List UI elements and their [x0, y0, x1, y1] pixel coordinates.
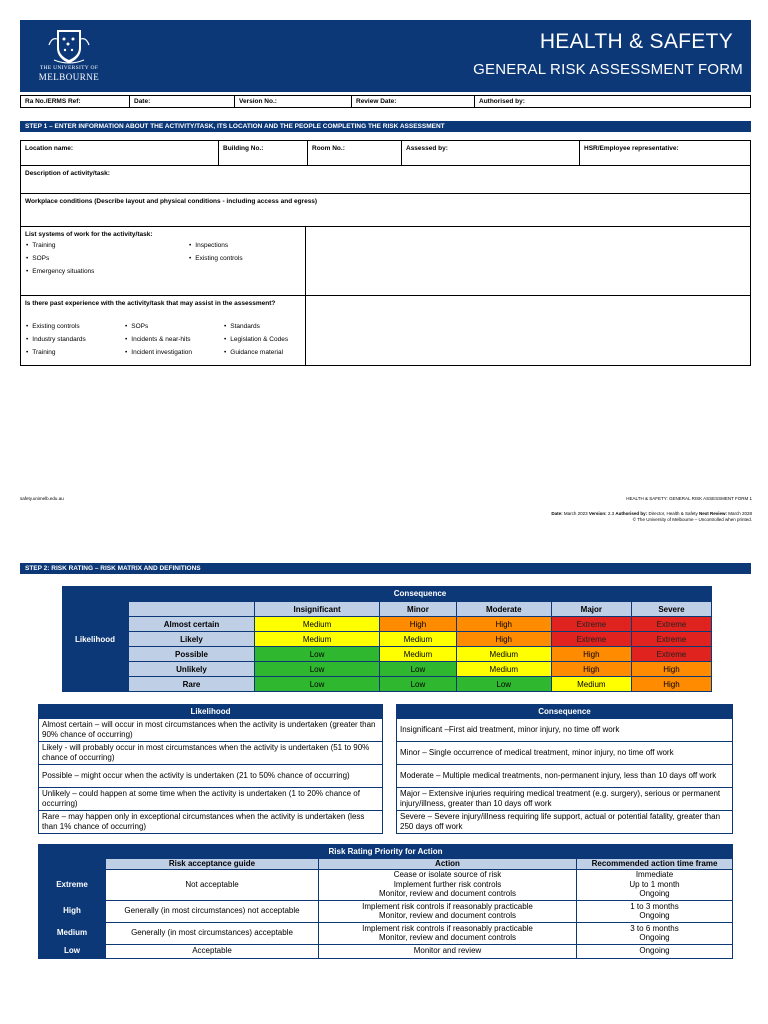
likelihood-def: Rare – may happen only in exceptional circumstances when the activity is undertaken (less than 1% chance of occurring): [39, 811, 383, 834]
likelihood-row-header: Unlikely: [129, 662, 255, 677]
step1-form: [20, 140, 751, 366]
risk-cell: Medium: [380, 632, 457, 647]
consequence-def: Moderate – Multiple medical treatments, non-permanent injury, less than 10 days off work: [397, 765, 733, 788]
likelihood-def: Possible – might occur when the activity is undertaken (21 to 50% chance of occurring): [39, 765, 383, 788]
risk-cell: High: [456, 632, 551, 647]
consequence-definitions: [396, 704, 733, 834]
risk-cell: Medium: [255, 632, 380, 647]
priority-guide: Generally (in most circumstances) acceptable: [106, 922, 319, 944]
footer-site-url[interactable]: safety.unimelb.edu.au: [20, 496, 64, 501]
priority-level: Extreme: [39, 869, 106, 900]
list-item: • Existing controls: [189, 252, 243, 265]
priority-level: Low: [39, 944, 106, 958]
list-item: • Existing controls: [26, 320, 86, 333]
cons-col-header: Major: [551, 602, 631, 617]
description-row: [21, 166, 750, 194]
ra-number-field[interactable]: Ra No./ERMS Ref:: [25, 98, 81, 105]
time-line: 3 to 6 months: [630, 923, 679, 933]
risk-cell: High: [456, 617, 551, 632]
list-item: • Industry standards: [26, 333, 86, 346]
footer-title: HEALTH & SAFETY: GENERAL RISK ASSESSMENT FORM 1: [626, 496, 752, 501]
description-field[interactable]: Description of activity/task:: [25, 170, 110, 177]
past-list-col3: [224, 320, 288, 359]
logo-text-line1: THE UNIVERSITY OF: [39, 65, 99, 71]
past-experience-row: [21, 296, 750, 365]
time-line: Ongoing: [639, 946, 670, 956]
assessed-by-field[interactable]: Assessed by:: [406, 145, 448, 152]
consequence-def: Insignificant –First aid treatment, minor injury, no time off work: [397, 719, 733, 742]
footer-auth: Director, Health & Safety: [647, 511, 699, 516]
past-list-col2: [125, 320, 192, 359]
likelihood-defs-header: Likelihood: [39, 705, 383, 719]
risk-cell: Low: [380, 677, 457, 692]
risk-cell: Low: [255, 677, 380, 692]
priority-table: [38, 844, 733, 959]
priority-time: [577, 869, 733, 900]
list-item: • Training: [26, 239, 94, 252]
risk-cell: Medium: [456, 662, 551, 677]
action-line: Monitor, review and document controls: [379, 933, 516, 943]
past-list-col1: [26, 320, 86, 359]
location-row: [21, 141, 750, 166]
workplace-row: [21, 194, 750, 227]
action-line: Monitor, review and document controls: [379, 911, 516, 921]
consequence-def: Major – Extensive injuries requiring medical treatment (e.g. surgery), serious or permanent injury/illness, greater than 10 days off work: [397, 788, 733, 811]
consequence-def: Severe – Severe injury/illness requiring life support, actual or potential fatality, greater than 250 days off work: [397, 811, 733, 834]
room-number-field[interactable]: Room No.:: [312, 145, 345, 152]
workplace-conditions-field[interactable]: Workplace conditions (Describe layout and physical conditions - including access and egress): [25, 198, 318, 205]
risk-cell: Low: [380, 662, 457, 677]
risk-cell: Extreme: [551, 617, 631, 632]
footer-next: March 2028: [726, 511, 752, 516]
risk-cell: High: [551, 647, 631, 662]
priority-title: Risk Rating Priority for Action: [39, 845, 733, 859]
risk-cell: Medium: [255, 617, 380, 632]
cons-col-header: Severe: [631, 602, 711, 617]
cons-col-header: Moderate: [456, 602, 551, 617]
likelihood-row-header: Possible: [129, 647, 255, 662]
authorised-by-field[interactable]: Authorised by:: [479, 98, 525, 105]
likelihood-def: Unlikely – could happen at some time when the activity is undertaken (1 to 20% chance of occurring): [39, 788, 383, 811]
risk-cell: Extreme: [631, 617, 711, 632]
step1-heading: STEP 1 – ENTER INFORMATION ABOUT THE ACTIVITY/TASK, ITS LOCATION AND THE PEOPLE COMPLETING THE RISK ASSESSMENT: [20, 121, 751, 132]
list-item: • SOPs: [26, 252, 94, 265]
systems-of-work-label: List systems of work for the activity/task:: [25, 231, 153, 238]
priority-guide: Not acceptable: [106, 869, 319, 900]
priority-guide: Generally (in most circumstances) not acceptable: [106, 900, 319, 922]
list-item: • Incidents & near-hits: [125, 333, 192, 346]
priority-time: [577, 944, 733, 958]
page-title: HEALTH & SAFETY: [539, 30, 733, 53]
priority-guide: Acceptable: [106, 944, 319, 958]
matrix-table: [128, 601, 712, 692]
risk-cell: High: [551, 662, 631, 677]
footer-version: 2.3: [606, 511, 616, 516]
risk-matrix: [62, 586, 712, 692]
time-line: Ongoing: [639, 933, 670, 943]
building-number-field[interactable]: Building No.:: [223, 145, 264, 152]
action-line: Implement further risk controls: [393, 879, 502, 889]
priority-level: High: [39, 900, 106, 922]
time-line: 1 to 3 months: [630, 901, 679, 911]
hsr-representative-field[interactable]: HSR/Employee representative:: [584, 145, 679, 152]
priority-col-header: Risk acceptance guide: [106, 859, 319, 870]
likelihood-row-header: Rare: [129, 677, 255, 692]
footer-copyright: © The University of Melbourne – Uncontrolled when printed.: [632, 516, 752, 522]
priority-level: Medium: [39, 922, 106, 944]
time-line: Up to 1 month: [629, 879, 680, 889]
priority-action: [319, 869, 577, 900]
risk-cell: Low: [255, 662, 380, 677]
likelihood-def: Likely - will probably occur in most circumstances when the activity is undertaken (51 to 90% chance of occurring): [39, 742, 383, 765]
priority-col-header: Recommended action time frame: [577, 859, 733, 870]
list-item: • Standards: [224, 320, 288, 333]
date-field[interactable]: Date:: [134, 98, 151, 105]
footer-meta: [551, 511, 752, 523]
time-line: Immediate: [635, 870, 674, 880]
footer-next-label: Next Review:: [698, 511, 727, 516]
likelihood-row-header: Likely: [129, 632, 255, 647]
list-item: • SOPs: [125, 320, 192, 333]
step2-heading: STEP 2: RISK RATING – RISK MATRIX AND DEFINITIONS: [20, 563, 751, 574]
likelihood-axis-label: Likelihood: [75, 634, 115, 644]
consequence-defs-header: Consequence: [397, 705, 733, 719]
action-line: Implement risk controls if reasonably practicable: [362, 901, 533, 911]
risk-cell: Low: [456, 677, 551, 692]
cons-col-header: Insignificant: [255, 602, 380, 617]
action-line: Monitor and review: [413, 946, 482, 956]
priority-time: [577, 922, 733, 944]
location-name-field[interactable]: Location name:: [25, 145, 74, 152]
list-item: • Inspections: [189, 239, 243, 252]
list-item: • Emergency situations: [26, 265, 94, 278]
consequence-def: Minor – Single occurrence of medical treatment, minor injury, no time off work: [397, 742, 733, 765]
action-line: Implement risk controls if reasonably practicable: [362, 923, 533, 933]
risk-cell: High: [631, 662, 711, 677]
risk-cell: Low: [255, 647, 380, 662]
page-subtitle: GENERAL RISK ASSESSMENT FORM: [473, 61, 743, 78]
action-line: Cease or isolate source of risk: [393, 870, 502, 880]
past-experience-input[interactable]: [306, 296, 750, 365]
systems-row: [21, 227, 750, 296]
systems-of-work-input[interactable]: [306, 227, 750, 295]
footer-date-label: Date:: [551, 511, 563, 516]
action-line: Monitor, review and document controls: [379, 889, 516, 899]
risk-cell: Extreme: [631, 647, 711, 662]
consequence-axis-label: Consequence: [393, 589, 447, 598]
time-line: Ongoing: [639, 911, 670, 921]
list-item: • Guidance material: [224, 346, 288, 359]
likelihood-definitions: [38, 704, 383, 834]
risk-cell: Medium: [551, 677, 631, 692]
university-logo: [38, 27, 100, 87]
reference-row: [20, 95, 751, 108]
risk-cell: High: [380, 617, 457, 632]
footer-date: March 2023: [562, 511, 589, 516]
risk-cell: High: [631, 677, 711, 692]
risk-cell: Medium: [380, 647, 457, 662]
risk-cell: Extreme: [551, 632, 631, 647]
likelihood-row-header: Almost certain: [129, 617, 255, 632]
cons-col-header: Minor: [380, 602, 457, 617]
priority-action: [319, 944, 577, 958]
priority-action: [319, 900, 577, 922]
likelihood-def: Almost certain – will occur in most circumstances when the activity is undertaken (greater than 90% chance of occurring): [39, 719, 383, 742]
priority-time: [577, 900, 733, 922]
risk-cell: Extreme: [631, 632, 711, 647]
footer-auth-label: Authorised by:: [615, 511, 648, 516]
priority-action: [319, 922, 577, 944]
version-field[interactable]: Version No.:: [239, 98, 277, 105]
review-date-field[interactable]: Review Date:: [356, 98, 397, 105]
priority-col-header: Action: [319, 859, 577, 870]
list-item: • Legislation & Codes: [224, 333, 288, 346]
list-item: • Incident investigation: [125, 346, 192, 359]
logo-text-line2: MELBOURNE: [38, 72, 100, 82]
past-experience-label: Is there past experience with the activity/task that may assist in the assessment?: [25, 300, 276, 307]
time-line: Ongoing: [639, 889, 670, 899]
systems-list-col1: [26, 239, 94, 278]
footer-version-label: Version:: [588, 511, 607, 516]
list-item: • Training: [26, 346, 86, 359]
systems-list-col2: [189, 239, 243, 265]
risk-cell: Medium: [456, 647, 551, 662]
